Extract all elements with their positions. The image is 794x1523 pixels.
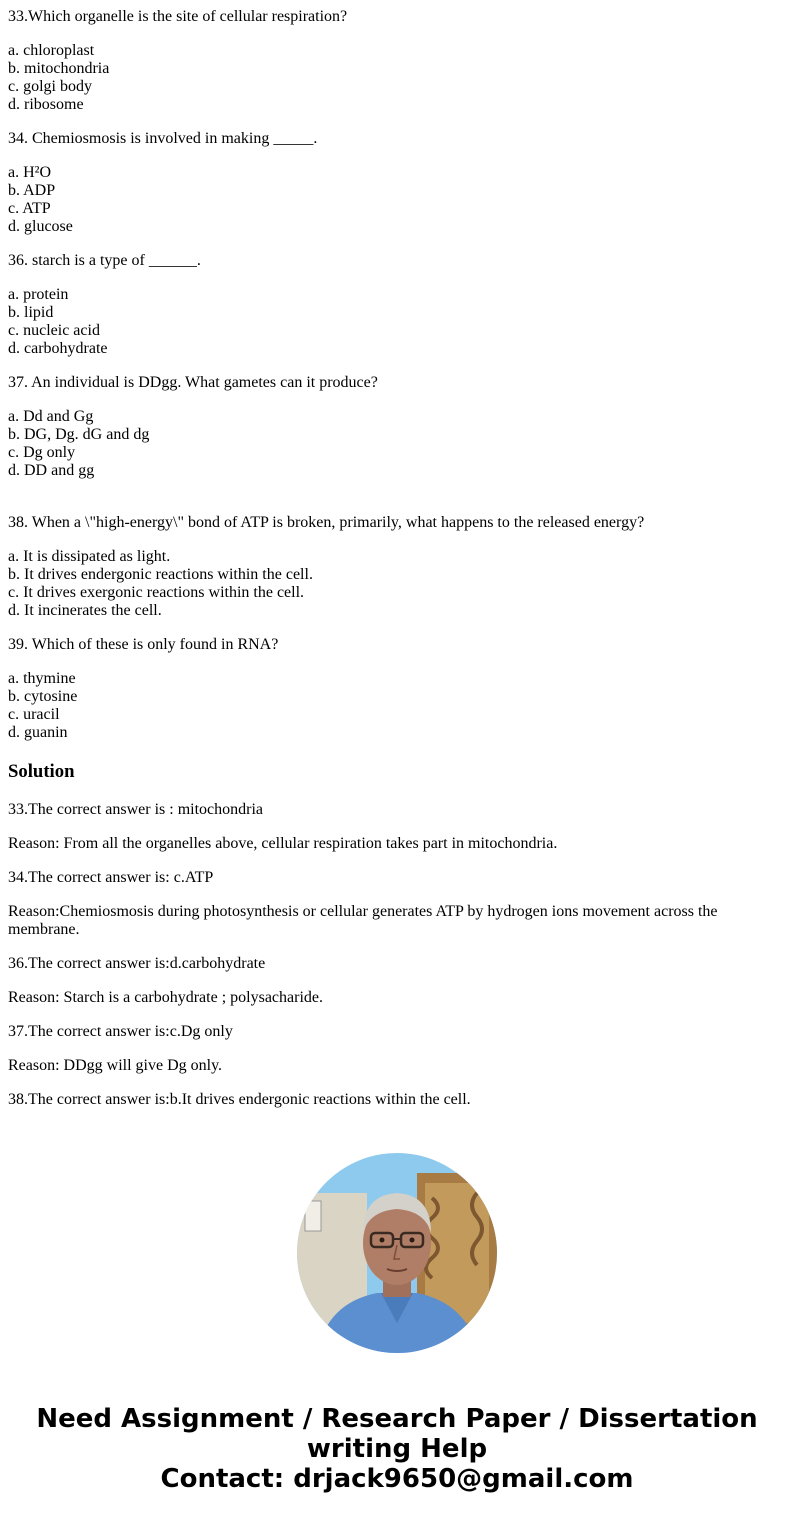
- question-block: [8, 514, 784, 620]
- option: d. ribosome: [8, 96, 84, 113]
- option: a. It is dissipated as light.: [8, 548, 171, 565]
- option: c. nucleic acid: [8, 322, 100, 339]
- option-list: [8, 670, 784, 742]
- solution-paragraph: 34.The correct answer is: c.ATP: [8, 869, 214, 886]
- option: b. cytosine: [8, 688, 78, 705]
- option: d. carbohydrate: [8, 340, 108, 357]
- option-list: [8, 286, 784, 358]
- solution-heading: Solution: [8, 761, 75, 782]
- option: a. H²O: [8, 164, 52, 181]
- option: a. thymine: [8, 670, 76, 687]
- question-block: [8, 374, 784, 480]
- option: b. DG, Dg. dG and dg: [8, 426, 150, 443]
- solution-section: [8, 761, 784, 1109]
- author-portrait: [297, 1153, 497, 1353]
- option: c. golgi body: [8, 78, 92, 95]
- solution-paragraph: Reason: Starch is a carbohydrate ; polysacharide.: [8, 989, 323, 1006]
- solution-paragraph: 33.The correct answer is : mitochondria: [8, 801, 264, 818]
- author-avatar: [297, 1153, 497, 1353]
- question-block: [8, 252, 784, 358]
- option-list: [8, 164, 784, 236]
- promo-contact: Contact: drjack9650@gmail.com: [160, 1464, 634, 1494]
- question-block: [8, 130, 784, 236]
- question-text: 34. Chemiosmosis is involved in making _____.: [8, 130, 318, 147]
- document-body: [8, 0, 784, 1109]
- option: a. protein: [8, 286, 69, 303]
- option: c. It drives exergonic reactions within the cell.: [8, 584, 305, 601]
- question-text: 39. Which of these is only found in RNA?: [8, 636, 279, 653]
- option: c. Dg only: [8, 444, 76, 461]
- option: b. mitochondria: [8, 60, 110, 77]
- promo-line: Need Assignment / Research Paper / Dissertation: [36, 1404, 758, 1434]
- solution-paragraph: Reason: From all the organelles above, cellular respiration takes part in mitochondria.: [8, 835, 558, 852]
- option: c. uracil: [8, 706, 60, 723]
- option: d. DD and gg: [8, 462, 95, 479]
- option: d. It incinerates the cell.: [8, 602, 162, 619]
- option: c. ATP: [8, 200, 51, 217]
- solution-paragraph: 38.The correct answer is:b.It drives endergonic reactions within the cell.: [8, 1091, 471, 1108]
- promo-line: writing Help: [306, 1434, 488, 1464]
- question-text: 37. An individual is DDgg. What gametes can it produce?: [8, 374, 378, 391]
- option: a. Dd and Gg: [8, 408, 94, 425]
- option: d. guanin: [8, 724, 68, 741]
- promo-banner: [0, 1404, 794, 1494]
- option-list: [8, 408, 784, 480]
- option-list: [8, 548, 784, 620]
- option: a. chloroplast: [8, 42, 95, 59]
- option: b. lipid: [8, 304, 54, 321]
- question-text: 33.Which organelle is the site of cellular respiration?: [8, 8, 348, 25]
- option-list: [8, 42, 784, 114]
- solution-paragraph: Reason: DDgg will give Dg only.: [8, 1057, 223, 1074]
- option: b. ADP: [8, 182, 56, 199]
- solution-paragraph: 37.The correct answer is:c.Dg only: [8, 1023, 233, 1040]
- question-block: [8, 8, 784, 114]
- solution-paragraph: 36.The correct answer is:d.carbohydrate: [8, 955, 266, 972]
- option: b. It drives endergonic reactions within the cell.: [8, 566, 313, 583]
- question-block: [8, 636, 784, 742]
- question-text: 38. When a \"high-energy\" bond of ATP is broken, primarily, what happens to the released energy?: [8, 514, 645, 531]
- question-text: 36. starch is a type of ______.: [8, 252, 201, 269]
- option: d. glucose: [8, 218, 73, 235]
- solution-paragraph: Reason:Chemiosmosis during photosynthesis or cellular generates ATP by hydrogen ions movement across the membrane.: [8, 903, 718, 938]
